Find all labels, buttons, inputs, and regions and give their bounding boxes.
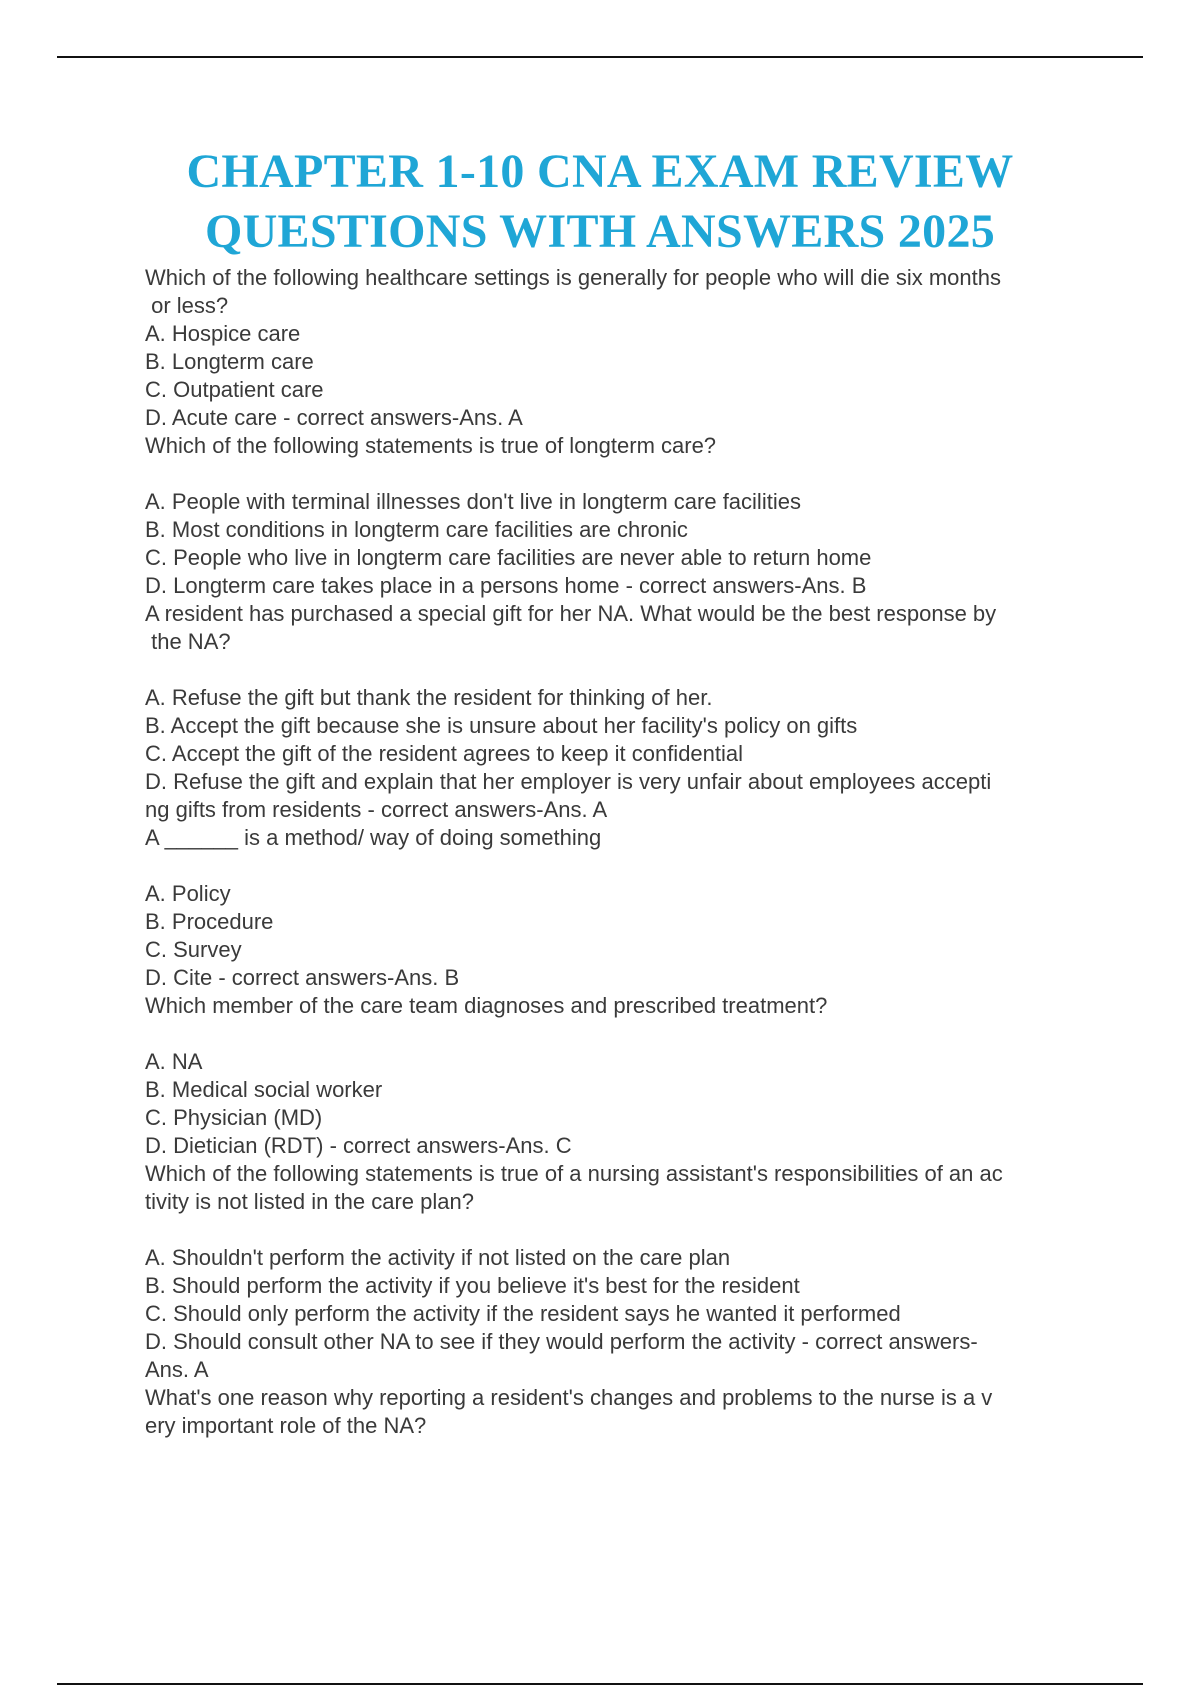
answer-option: C. Survey [145,937,242,962]
top-rule [57,56,1143,58]
question-block [145,824,1090,992]
answer-option: D. Refuse the gift and explain that her employer is very unfair about employees accepti [145,769,992,794]
answer-option: A. Shouldn't perform the activity if not listed on the care plan [145,1245,731,1270]
question-text: tivity is not listed in the care plan? [145,1189,474,1214]
answer-option: C. Outpatient care [145,377,324,402]
question-text: Which of the following statements is true of longterm care? [145,433,717,458]
question-text: Which of the following healthcare settings is generally for people who will die six months [145,265,1001,290]
question-block [145,1160,1090,1384]
answer-option: C. Accept the gift of the resident agrees to keep it confidential [145,741,744,766]
answer-option: B. Procedure [145,909,274,934]
answer-option: B. Medical social worker [145,1077,383,1102]
blank-line [145,852,1090,880]
question-text: A resident has purchased a special gift for her NA. What would be the best response by [145,601,997,626]
answer-option: D. Cite - correct answers-Ans. B [145,965,460,990]
question-text: ery important role of the NA? [145,1413,427,1438]
answer-option: A. NA [145,1049,203,1074]
answer-option: Ans. A [145,1357,209,1382]
answer-option: A. People with terminal illnesses don't live in longterm care facilities [145,489,801,514]
answer-option: C. Should only perform the activity if the resident says he wanted it performed [145,1301,901,1326]
answer-option: A. Refuse the gift but thank the resident for thinking of her. [145,685,713,710]
question-block [145,432,1090,600]
question-text: What's one reason why reporting a resident's changes and problems to the nurse is a v [145,1385,993,1410]
answer-option: C. People who live in longterm care facilities are never able to return home [145,545,872,570]
blank-line [145,656,1090,684]
title-line-2: QUESTIONS WITH ANSWERS 2025 [204,205,996,258]
answer-option: A. Hospice care [145,321,301,346]
blank-line [145,460,1090,488]
blank-line [145,1216,1090,1244]
question-text: the NA? [145,629,231,654]
bottom-rule [57,1683,1143,1685]
answer-option: ng gifts from residents - correct answers-Ans. A [145,797,608,822]
blank-line [145,1020,1090,1048]
answer-option: A. Policy [145,881,231,906]
question-block [145,992,1090,1160]
answer-option: D. Dietician (RDT) - correct answers-Ans. C [145,1133,572,1158]
question-list [145,264,1090,1440]
answer-option: D. Should consult other NA to see if they would perform the activity - correct answers- [145,1329,978,1354]
question-block [145,264,1090,432]
answer-option: B. Most conditions in longterm care facilities are chronic [145,517,688,542]
answer-option: D. Acute care - correct answers-Ans. A [145,405,523,430]
question-block [145,1384,1090,1440]
question-block [145,600,1090,824]
answer-option: B. Should perform the activity if you believe it's best for the resident [145,1273,800,1298]
question-text: or less? [145,293,229,318]
answer-option: C. Physician (MD) [145,1105,323,1130]
question-text: Which of the following statements is true of a nursing assistant's responsibilities of an ac [145,1161,1003,1186]
document-title [60,142,1140,262]
question-text: A ______ is a method/ way of doing something [145,825,602,850]
answer-option: B. Accept the gift because she is unsure about her facility's policy on gifts [145,713,858,738]
answer-option: B. Longterm care [145,349,314,374]
title-line-1: CHAPTER 1-10 CNA EXAM REVIEW [186,145,1014,198]
question-text: Which member of the care team diagnoses and prescribed treatment? [145,993,828,1018]
answer-option: D. Longterm care takes place in a persons home - correct answers-Ans. B [145,573,867,598]
